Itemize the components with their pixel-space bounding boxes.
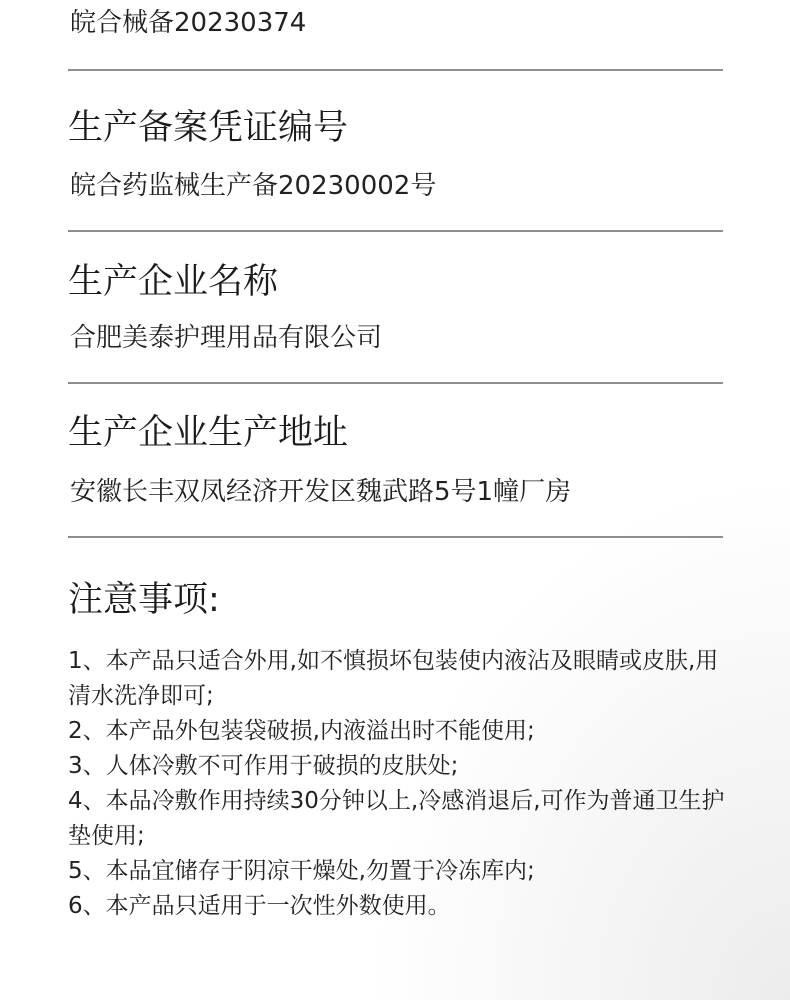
precaution-item-1-line-1: 1、本产品只适合外用,如不慎损坏包装使内液沾及眼睛或皮肤,用 [68, 648, 719, 674]
precaution-item-6: 6、本产品只适用于一次性外数使用。 [68, 893, 451, 919]
precaution-item-5: 5、本品宜储存于阴凉干燥处,勿置于冷冻库内; [68, 858, 535, 884]
section-divider [68, 536, 723, 538]
record-number-value: 皖合械备20230374 [70, 8, 307, 38]
precaution-item-4-line-1: 4、本品冷敷作用持续30分钟以上,冷感消退后,可作为普通卫生护 [68, 788, 725, 814]
precautions-title: 注意事项: [68, 580, 220, 620]
manufacturer-address-value: 安徽长丰双凤经济开发区魏武路5号1幢厂房 [70, 477, 572, 507]
manufacturer-address-label: 生产企业生产地址 [68, 413, 349, 453]
precaution-item-2: 2、本产品外包装袋破损,内液溢出时不能使用; [68, 718, 535, 744]
precaution-item-3: 3、人体冷敷不可作用于破损的皮肤处; [68, 753, 459, 779]
precautions-list [68, 644, 768, 924]
section-divider [68, 382, 723, 384]
precaution-item-1-line-2: 清水洗净即可; [68, 683, 214, 709]
section-divider [68, 69, 723, 71]
production-record-value: 皖合药监械生产备20230002号 [70, 171, 437, 201]
manufacturer-name-value: 合肥美泰护理用品有限公司 [70, 323, 383, 353]
manufacturer-name-label: 生产企业名称 [68, 262, 279, 302]
production-record-label: 生产备案凭证编号 [68, 108, 349, 148]
section-divider [68, 230, 723, 232]
precaution-item-4-line-2: 垫使用; [68, 823, 145, 849]
